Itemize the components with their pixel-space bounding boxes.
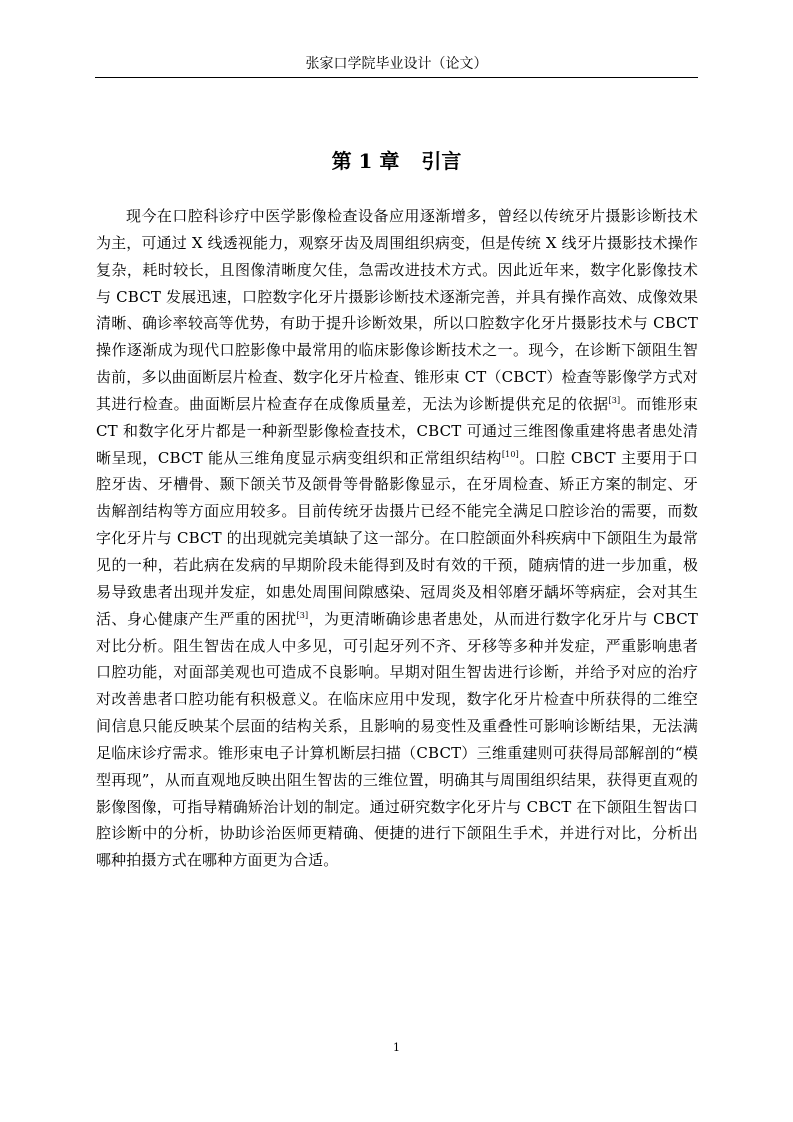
citation-ref-3-first: [3] [608,395,621,405]
chapter-title: 引言 [421,149,462,173]
running-header: 张家口学院毕业设计（论文） [305,56,488,72]
citation-ref-10: [10] [501,449,519,459]
citation-ref-3-second: [3] [296,610,309,620]
paragraph-text-part-1: 现今在口腔科诊疗中医学影像检查设备应用逐渐增多，曾经以传统牙片摄影诊断技术为主，可通过 X 线透视能力，观察牙齿及周围组织病变，但是传统 X 线牙片摄影技术操作复杂，耗时较长，且图像清晰度欠佳，急需改进技术方式。因此近年来，数字化影像技术与 CBCT 发展迅速，口腔数字化牙片摄影诊断技术逐渐完善，并具有操作高效、成像效果清晰、确诊率较高等优势，有助于提升诊断效果，所以口腔数字化牙片摄影技术与 CBCT 操作逐渐成为现代口腔影像中最常用的临床影像诊断技术之一。现今，在诊断下颌阻生智齿前，多以曲面断层片检查、数字化牙片检查、锥形束 CT（CBCT）检查等影像学方式对其进行检查。曲面断层片检查存在成像质量差，无法为诊断提供充足的依据 [96,207,698,413]
paragraph-text-part-2: 。而锥形束 CT 和数字化牙片都是一种新型影像检查技术，CBCT 可通过三维图像重建将患者患处清晰呈现，CBCT 能从三维角度显示病变组织和正常组织结构 [96,394,698,467]
chapter-number: 第 1 章 [331,149,400,173]
header-divider [95,77,698,78]
paragraph-text-part-4: ，为更清晰确诊患者患处，从而进行数字化牙片与 CBCT 对比分析。阻生智齿在成人中多见，可引起牙列不齐、牙移等多种并发症，严重影响患者口腔功能，对面部美观也可造成不良影响。早期对阻生智齿进行诊断，并给予对应的治疗对改善患者口腔功能有积极意义。在临床应用中发现，数字化牙片检查中所获得的二维空间信息只能反映某个层面的结构关系，且影响的易变性及重叠性可影响诊断结果，无法满足临床诊疗需求。锥形束电子计算机断层扫描（CBCT）三维重建则可获得局部解剖的“模型再现”，从而直观地反映出阻生智齿的三维位置，明确其与周围组织结果，获得更直观的影像图像，可指导精确矫治计划的制定。通过研究数字化牙片与 CBCT 在下颌阻生智齿口腔诊断中的分析，协助诊治医师更精确、便捷的进行下颌阻生手术，并进行对比，分析出哪种拍摄方式在哪种方面更为合适。 [96,609,698,870]
page-number: 1 [393,1041,400,1054]
introduction-paragraph [96,203,698,874]
paragraph-text-part-3: 。口腔 CBCT 主要用于口腔牙齿、牙槽骨、颞下颌关节及颌骨等骨骼影像显示，在牙周检查、矫正方案的制定、牙齿解剖结构等方面应用较多。目前传统牙齿摄片已经不能完全满足口腔诊治的需要，而数字化牙片与 CBCT 的出现就完美填缺了这一部分。在口腔颌面外科疾病中下颌阻生为最常见的一种，若此病在发病的早期阶段未能得到及时有效的干预，随病情的进一步加重，极易导致患者出现并发症，如患处周围间隙感染、冠周炎及相邻磨牙龋坏等病症，会对其生活、身心健康产生严重的困扰 [96,448,698,628]
chapter-heading [95,146,698,176]
